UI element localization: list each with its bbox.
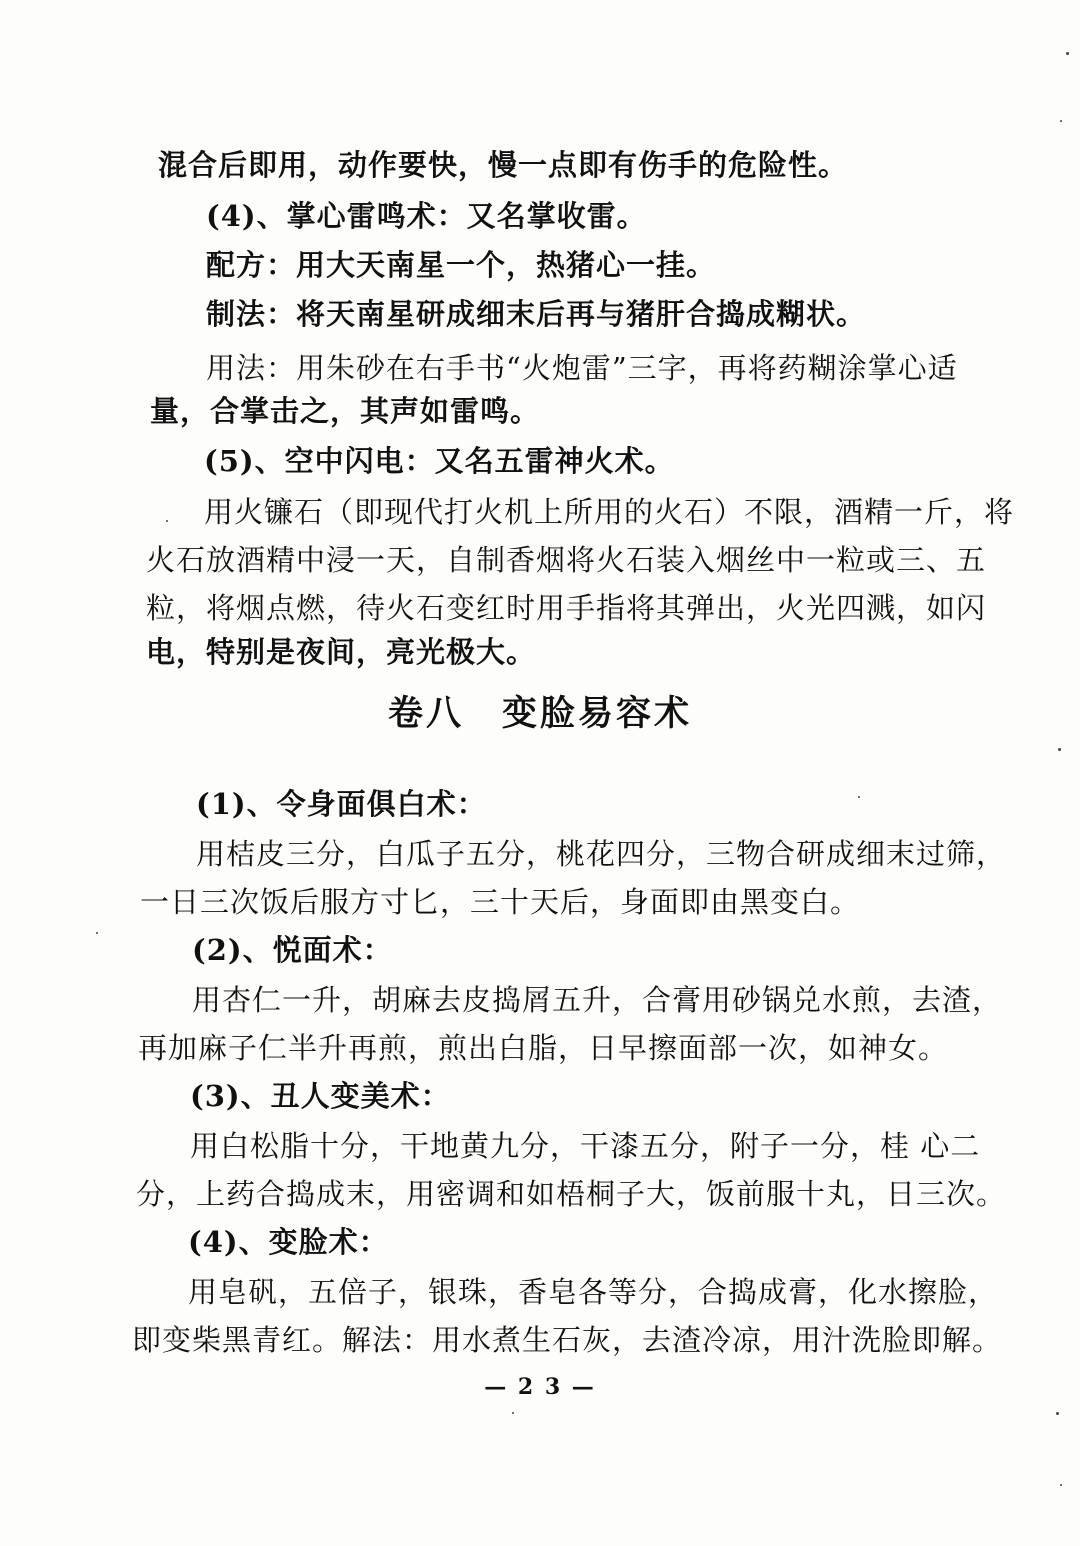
scan-speck <box>1060 120 1062 122</box>
scan-speck <box>1066 52 1069 55</box>
text-line-4-a: 用皂矾，五倍子，银珠，香皂各等分，合捣成膏，化水擦脸， <box>188 1275 999 1309</box>
text-line-2-a: 用杏仁一升，胡麻去皮捣屑五升，合膏用砂锅兑水煎，去渣， <box>192 983 1003 1017</box>
scan-speck <box>858 796 860 798</box>
scan-speck <box>1060 1484 1062 1486</box>
section-heading-5: (5)、空中闪电：又名五雷神火术。 <box>204 444 675 478</box>
text-line-method: 制法：将天南星研成细末后再与猪肝合捣成糊状。 <box>206 297 867 331</box>
scan-speck <box>1056 1412 1059 1415</box>
section-heading-2: (2)、悦面术： <box>192 933 393 967</box>
scan-speck <box>512 1412 514 1414</box>
section-heading-1: (1)、令身面俱白术： <box>196 787 487 821</box>
text-line-2-b: 再加麻子仁半升再煎，煎出白脂，日早擦面部一次，如神女。 <box>138 1031 949 1065</box>
text-line-1-b: 一日三次饭后服方寸匕，三十天后，身面即由黑变白。 <box>140 885 861 919</box>
text-line-3-a: 用白松脂十分，干地黄九分，干漆五分，附子一分，桂 心二 <box>190 1129 981 1163</box>
section-heading-4: (4)、掌心雷鸣术：又名掌收雷。 <box>206 199 647 233</box>
text-line-para-4: 电，特别是夜间，亮光极大。 <box>146 635 537 669</box>
text-line-usage: 用法：用朱砂在右手书“火炮雷”三字，再将药糊涂掌心适 <box>206 351 958 385</box>
section-heading-4b: (4)、变脸术： <box>188 1225 389 1259</box>
scan-speck <box>166 520 168 522</box>
text-line-3-b: 分，上药合捣成末，用密调和如梧桐子大，饭前服十丸，日三次。 <box>136 1177 1007 1211</box>
section-heading-3: (3)、丑人变美术： <box>190 1079 451 1113</box>
text-line-para-3: 粒，将烟点燃，待火石变红时用手指将其弹出，火光四溅，如闪 <box>146 591 987 625</box>
page-number: — 2 3 — <box>484 1374 596 1400</box>
text-line-para-1: 用火镰石（即现代打火机上所用的火石）不限，酒精一斤，将 <box>204 495 1015 529</box>
text-line-1-a: 用桔皮三分，白瓜子五分，桃花四分，三物合研成细末过筛， <box>196 837 1007 871</box>
text-line-para-2: 火石放酒精中浸一天，自制香烟将火石装入烟丝中一粒或三、五 <box>146 543 987 577</box>
text-line-formula: 配方：用大天南星一个，热猪心一挂。 <box>206 248 717 282</box>
scan-speck <box>1058 748 1061 751</box>
text-line-4-b: 即变柴黑青红。解法：用水煮生石灰，去渣冷凉，用汁洗脸即解。 <box>132 1323 1003 1357</box>
text-line-1: 混合后即用，动作要快，慢一点即有伤手的危险性。 <box>158 148 849 182</box>
scan-speck <box>96 932 98 934</box>
text-line-usage-cont: 量，合掌击之，其声如雷鸣。 <box>150 394 541 428</box>
chapter-title: 卷八 变脸易容术 <box>387 693 692 734</box>
